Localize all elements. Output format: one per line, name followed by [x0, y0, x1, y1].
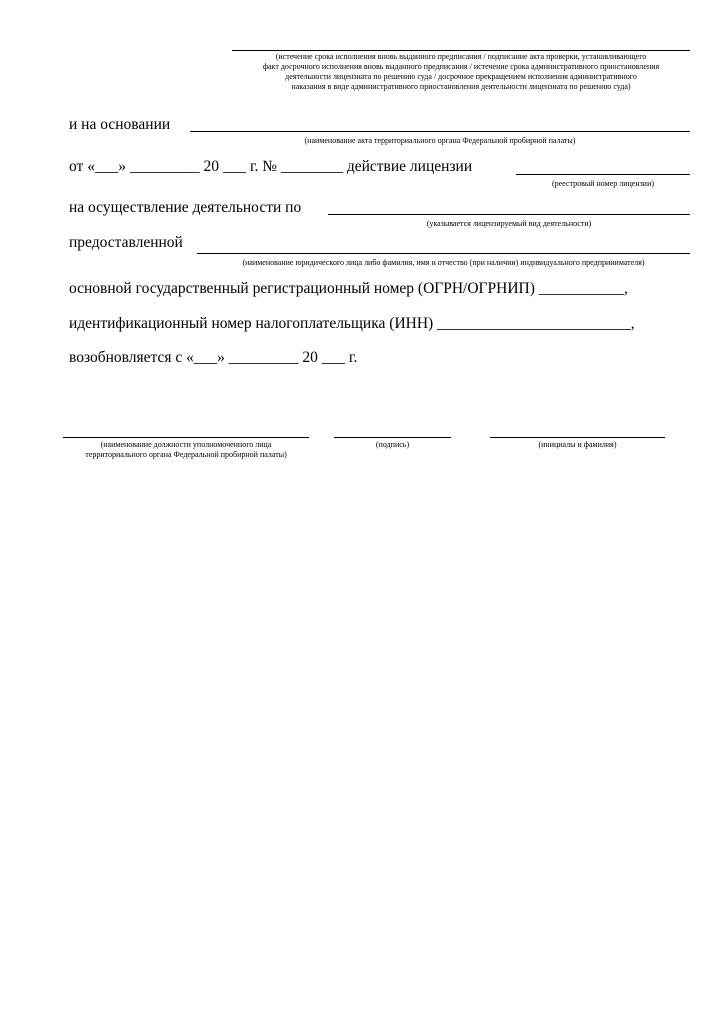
- initials-field[interactable]: [490, 437, 665, 438]
- granted-label: предоставленной: [69, 234, 183, 251]
- date-number-line: от «___» _________ 20 ___ г. № ________ действие лицензии: [69, 158, 473, 175]
- basis-field[interactable]: [190, 131, 690, 132]
- activity-label: на осуществление деятельности по: [69, 199, 302, 216]
- position-caption-line-2: территориального органа Федеральной пробирной палаты): [85, 450, 287, 459]
- signature-field[interactable]: [334, 437, 451, 438]
- granted-field[interactable]: [197, 253, 690, 254]
- ogrn-line: основной государственный регистрационный номер (ОГРН/ОГРНИП) ___________,: [69, 280, 628, 297]
- resumed-line: возобновляется с «___» _________ 20 ___ г.: [69, 349, 358, 366]
- inn-line: идентификационный номер налогоплательщика (ИНН) _________________________,: [69, 315, 635, 332]
- top-caption-line-1: (истечение срока исполнения вновь выданного предписания / подписание акта проверки, устанавливающего: [275, 52, 647, 61]
- top-caption-line-4: наказания в виде административного приостановления деятельности лицензиата по решению суда): [291, 82, 631, 91]
- granted-caption: (наименование юридического лица либо фамилия, имя и отчество (при наличии) индивидуального предпринимателя): [242, 258, 645, 267]
- signature-caption: (подпись): [375, 440, 410, 449]
- position-field[interactable]: [63, 437, 309, 438]
- license-number-field[interactable]: [516, 174, 690, 175]
- top-caption-line-3: деятельности лицензиата по решению суда / досрочное прекращением исполнения административного: [285, 72, 637, 81]
- activity-field[interactable]: [328, 214, 690, 215]
- top-rule: [232, 50, 690, 51]
- basis-label: и на основании: [69, 116, 171, 133]
- position-caption: [63, 440, 309, 460]
- position-caption-line-1: (наименование должности уполномоченного лица: [100, 440, 272, 449]
- activity-caption: (указывается лицензируемый вид деятельности): [426, 219, 592, 228]
- top-caption: [232, 52, 690, 92]
- basis-caption: (наименование акта территориального органа Федеральной пробирной палаты): [304, 136, 576, 145]
- initials-caption: (инициалы и фамилия): [538, 440, 617, 449]
- license-number-caption: (реестровый номер лицензии): [551, 179, 655, 188]
- top-caption-line-2: факт досрочного исполнения вновь выданного предписания / истечение срока административного приостановления: [262, 62, 660, 71]
